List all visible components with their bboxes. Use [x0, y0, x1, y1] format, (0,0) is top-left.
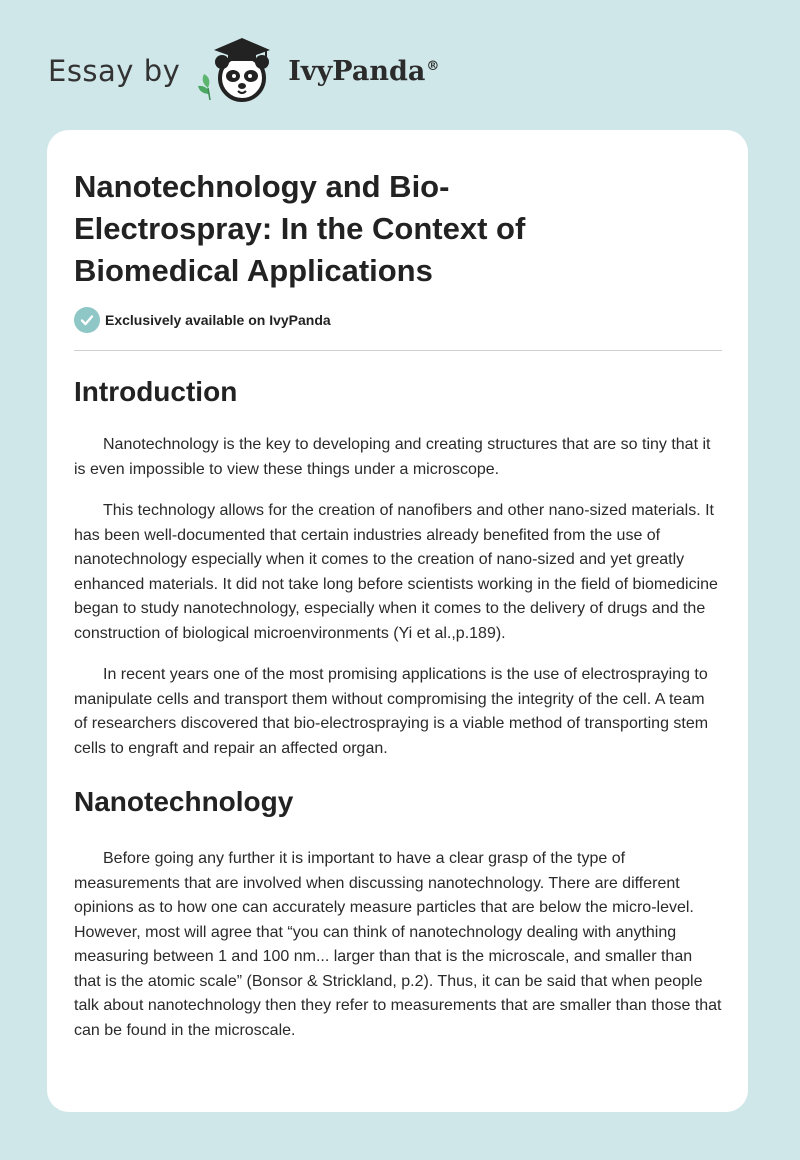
paragraph: Before going any further it is important to have a clear grasp of the type of measurements that are involved when discussing nanotechnology. There are different opinions as to how one can accurately measure particles that are below the micro-level. However, most will agree that “you can think of nanotechnology dealing with anything measuring between 1 and 100 nm... larger than that is the microscale, and smaller than that is the atomic scale” (Bonsor & Strickland, p.2). Thus, it can be said that when people talk about nanotechnology then they refer to measurements that are smaller than those that can be found in the microscale.: [74, 850, 722, 1039]
exclusive-badge: [74, 306, 722, 334]
paragraph: Nanotechnology is the key to developing and creating structures that are so tiny that it is even impossible to view these things under a microscope.: [74, 436, 711, 478]
divider: [74, 350, 722, 351]
badge-text: Exclusively available on IvyPanda: [105, 312, 331, 328]
checkmark-icon: [74, 307, 100, 333]
paragraph: This technology allows for the creation of nanofibers and other nano-sized materials. It has been well-documented that certain industries already benefited from the use of nanotechnology especially when it comes to the creation of nano-sized and yet greatly enhanced materials. It did not take long before scientists working in the field of biomedicine began to study nanotechnology, especially when it comes to the delivery of drugs and the construction of biological microenvironments (Yi et al.,p.189).: [74, 502, 718, 642]
paragraph: In recent years one of the most promising applications is the use of electrospraying to manipulate cells and transport them without compromising the integrity of the cell. A team of researchers discovered that bio-electrospraying is a viable method of transporting stem cells to engraft and repair an affected organ.: [74, 666, 709, 757]
essay-card: [47, 130, 748, 1112]
section-heading-introduction: Introduction: [74, 376, 238, 407]
section-heading-nanotechnology: Nanotechnology: [74, 786, 294, 817]
page-title: Nanotechnology and Bio-Electrospray: In the Context of Biomedical Applications: [74, 169, 526, 288]
essay-by-label: Essay by: [48, 54, 181, 88]
brand-name[interactable]: IvyPanda®: [288, 55, 440, 87]
panda-graduate-icon[interactable]: [194, 36, 284, 106]
site-header: [48, 36, 439, 106]
